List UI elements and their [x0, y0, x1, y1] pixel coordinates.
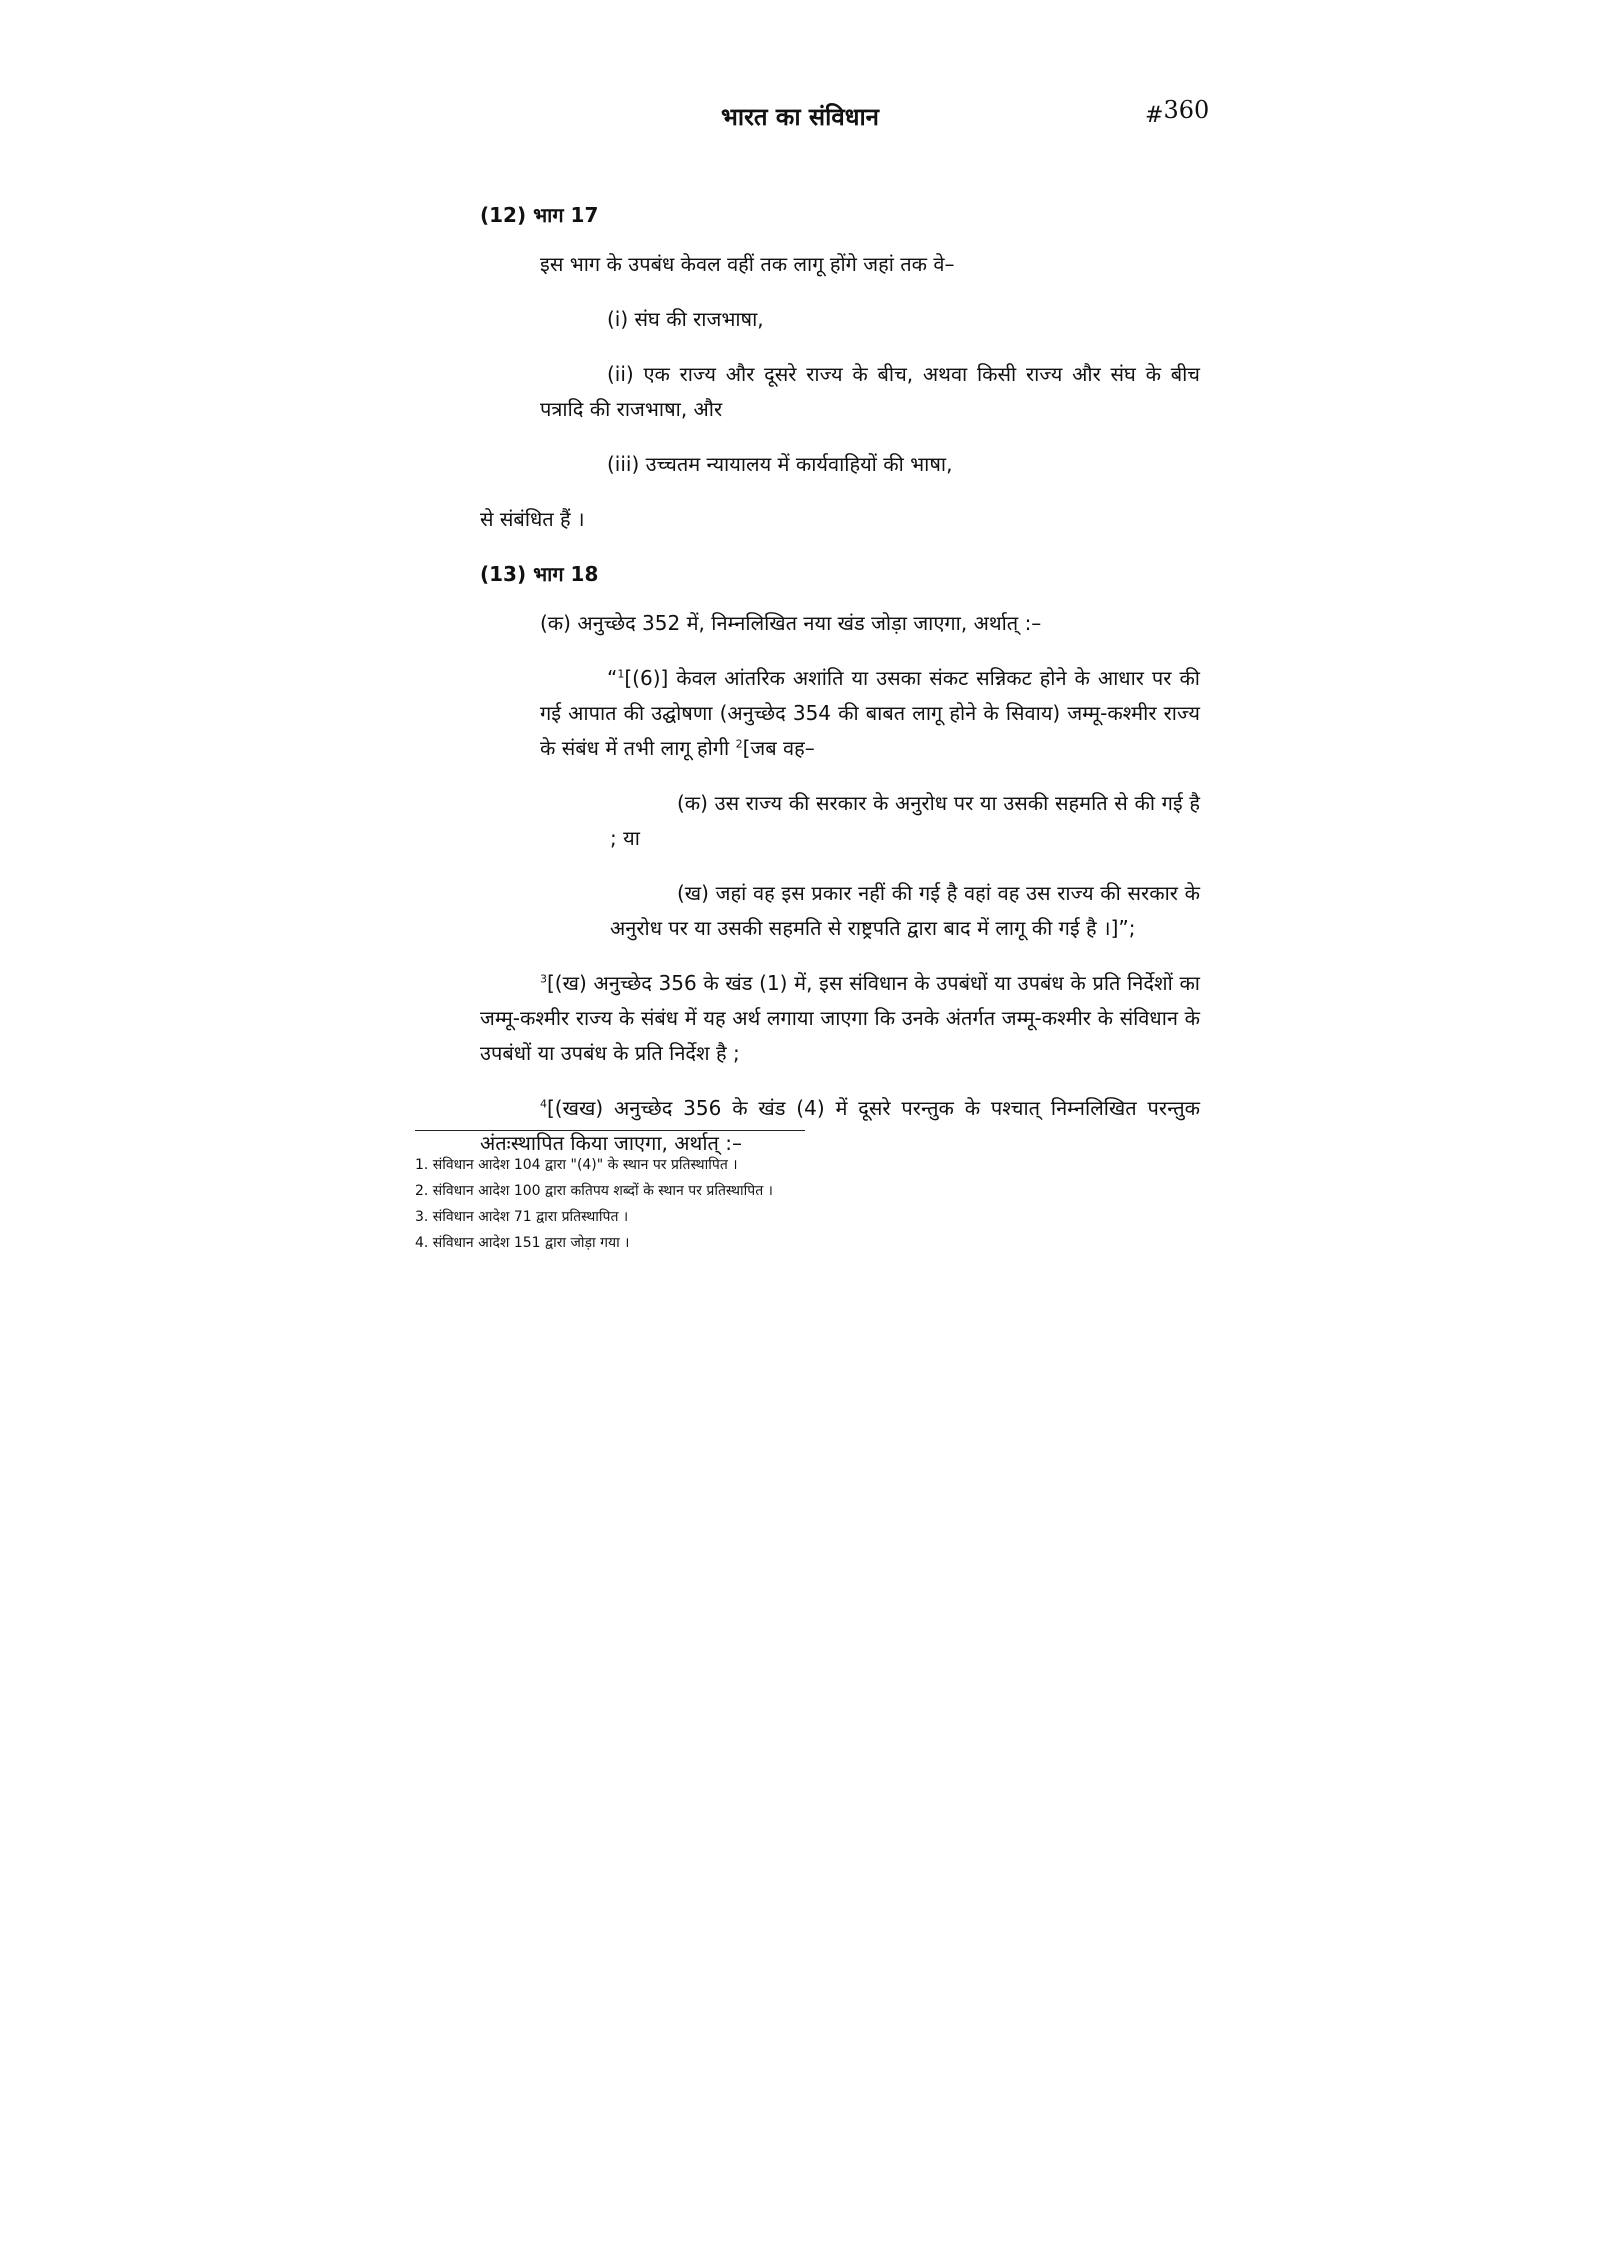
- section-12-closing: से संबंधित हैं ।: [480, 507, 585, 531]
- footnote-ref-4: 4: [540, 1097, 547, 1111]
- page-number: [1145, 96, 1209, 128]
- section-13-clause-kha: [480, 966, 1200, 1071]
- section-13-heading: (13) भाग 18: [480, 562, 599, 586]
- page-title: भारत का संविधान: [720, 103, 880, 131]
- sub-clause-ka: (क) उस राज्य की सरकार के अनुरोध पर या उसकी सहमति से की गई है ; या: [610, 791, 1200, 850]
- page-number-value: 360: [1163, 96, 1210, 124]
- quoted-clause-text: [(6)] केवल आंतरिक अशांति या उसका संकट सन्निकट होने के आधार पर की गई आपात की उद्घोषणा (अनुच्छेद 354 की बाबत लागू होने के सिवाय) जम्मू-कश्मीर राज्य के संबंध में तभी लागू होगी: [540, 666, 1200, 760]
- footnote-1: 1. संविधान आदेश 104 द्वारा "(4)" के स्थान पर प्रतिस्थापित ।: [415, 1157, 738, 1173]
- quoted-clause-tail: [जब वह–: [742, 736, 815, 760]
- footnote-ref-2: 2: [735, 737, 743, 751]
- section-12-item-ii: [480, 357, 1200, 427]
- quote-open: “: [607, 666, 618, 690]
- footnote-3: 3. संविधान आदेश 71 द्वारा प्रतिस्थापित ।: [415, 1209, 629, 1225]
- clause-khakha-indent: [480, 1096, 540, 1120]
- section-13-clause-ka: (क) अनुच्छेद 352 में, निम्नलिखित नया खंड जोड़ा जाएगा, अर्थात् :–: [540, 611, 1042, 635]
- section-12-item-ii-text: (ii) एक राज्य और दूसरे राज्य के बीच, अथवा किसी राज्य और संघ के बीच पत्रादि की राजभाषा, और: [540, 362, 1200, 421]
- footnote-4: 4. संविधान आदेश 151 द्वारा जोड़ा गया ।: [415, 1235, 630, 1251]
- section-13-quoted-clause: [480, 661, 1200, 766]
- section-12-item-i: (i) संघ की राजभाषा,: [607, 307, 764, 331]
- document-body: [480, 198, 1200, 1161]
- clause-kha-text: [(ख) अनुच्छेद 356 के खंड (1) में, इस संविधान के उपबंधों या उपबंध के प्रति निर्देशों का जम्मू-कश्मीर राज्य के संबंध में यह अर्थ लगाया जाएगा कि उनके अंतर्गत जम्मू-कश्मीर के संविधान के उपबंधों या उपबंध के प्रति निर्देश है ;: [480, 971, 1200, 1065]
- sub-clause-group: [480, 786, 1200, 946]
- page-header: [0, 96, 1600, 136]
- footnotes: [415, 1152, 1115, 1256]
- footnote-2: 2. संविधान आदेश 100 द्वारा कतिपय शब्दों के स्थान पर प्रतिस्थापित ।: [415, 1183, 773, 1199]
- section-12-heading: (12) भाग 17: [480, 203, 599, 227]
- footnote-divider: [415, 1130, 805, 1131]
- footnote-ref-3: 3: [540, 972, 547, 986]
- footnote-ref-1: 1: [617, 667, 625, 681]
- section-12-item-iii: (iii) उच्चतम न्यायालय में कार्यवाहियों की भाषा,: [607, 452, 953, 476]
- page-hash: #: [1145, 103, 1164, 128]
- sub-clause-kha: (ख) जहां वह इस प्रकार नहीं की गई है वहां वह उस राज्य की सरकार के अनुरोध पर या उसकी सहमति से राष्ट्रपति द्वारा बाद में लागू की गई है ।]”;: [610, 881, 1200, 940]
- clause-khakha-text: [(खख) अनुच्छेद 356 के खंड (4) में दूसरे परन्तुक के पश्चात् निम्नलिखित परन्तुक अंतःस्थापित किया जाएगा, अर्थात् :–: [480, 1096, 1200, 1155]
- clause-kha-indent: [480, 971, 540, 995]
- section-13-clause-khakha: [480, 1091, 1200, 1161]
- section-12-intro: इस भाग के उपबंध केवल वहीं तक लागू होंगे जहां तक वे–: [540, 252, 955, 276]
